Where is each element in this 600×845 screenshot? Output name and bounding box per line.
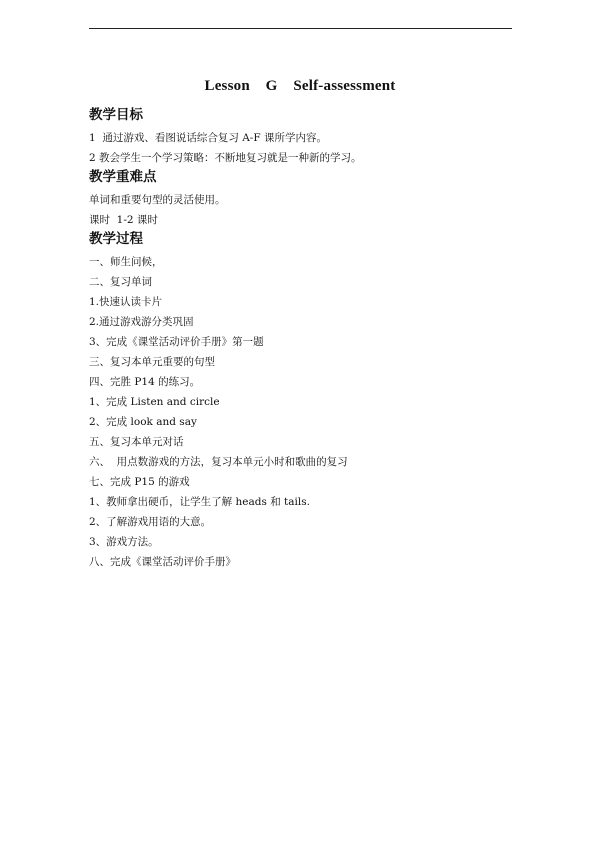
procedure-step: 2.通过游戏游分类巩固 [89, 316, 194, 328]
procedure-step: 3、完成《课堂活动评价手册》第一题 [89, 336, 264, 348]
procedure-step: 2、了解游戏用语的大意。 [89, 516, 212, 528]
procedure-step: 三、复习本单元重要的句型 [89, 356, 215, 368]
class-hours-line: 课时 1-2 课时 [89, 214, 158, 226]
section-heading-procedure: 教学过程 [89, 231, 143, 247]
section-heading-key-points: 教学重难点 [89, 169, 157, 185]
procedure-step: 1.快速认读卡片 [89, 296, 163, 308]
procedure-step: 八、完成《课堂活动评价手册》 [89, 556, 236, 568]
procedure-step: 六、 用点数游戏的方法，复习本单元小时和歌曲的复习 [89, 456, 348, 468]
procedure-step: 五、复习本单元对话 [89, 436, 184, 448]
procedure-step: 七、完成 P15 的游戏 [89, 476, 190, 488]
objective-line: 2 教会学生一个学习策略：不断地复习就是一种新的学习。 [89, 152, 362, 164]
key-point-line: 单词和重要句型的灵活使用。 [89, 194, 226, 206]
document-body [89, 106, 519, 572]
objective-line: 1 通过游戏、看图说话综合复习 A-F 课所学内容。 [89, 132, 327, 144]
header-rule [89, 28, 512, 29]
procedure-step: 1、完成 Listen and circle [89, 396, 220, 408]
procedure-step: 二、复习单词 [89, 276, 152, 288]
procedure-step: 1、教师拿出硬币，让学生了解 heads 和 tails. [89, 496, 310, 508]
procedure-step: 四、完胜 P14 的练习。 [89, 376, 201, 388]
procedure-step: 一、师生问候， [89, 256, 163, 268]
procedure-step: 3、游戏方法。 [89, 536, 159, 548]
section-heading-objectives: 教学目标 [89, 107, 143, 123]
procedure-step: 2、完成 look and say [89, 416, 197, 428]
page-title: Lesson G Self-assessment [204, 78, 396, 94]
